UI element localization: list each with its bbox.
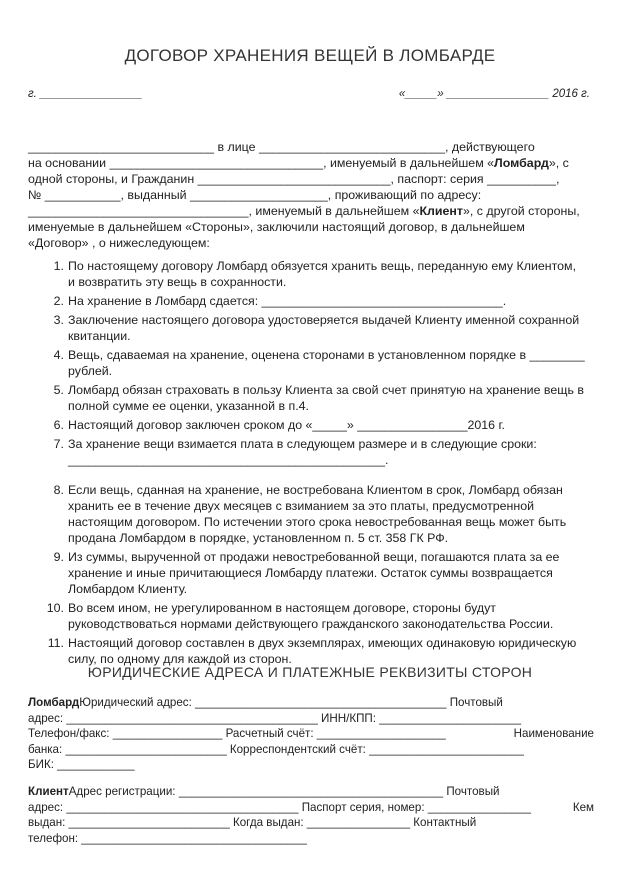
clause-number: 8. — [53, 483, 64, 497]
clause-text: Если вещь, сданная на хранение, не востребована Клиентом в срок, Ломбард обязан хранить ее в течение двух месяцев с взиманием за это платы, предусмотренной настоящим договором. По истечении этого срока невостребованная вещь может быть продана Ломбардом в порядке, установленном п. 5 ст. 358 ГК РФ. — [68, 483, 567, 545]
requisites-row: выдан: _________________________ Когда выдан: ________________ Контактный — [28, 816, 477, 829]
clause-text: Заключение настоящего договора удостоверяется выдачей Клиенту именной сохранной квитанции. — [68, 313, 580, 343]
requisites-row: ЛомбардЮридический адрес: _______________________________________ Почтовый — [28, 696, 503, 709]
clause-number: 9. — [53, 550, 64, 564]
requisites-row: БИК: ____________ — [28, 758, 135, 771]
clause-number: 4. — [53, 348, 64, 362]
clause-item — [47, 635, 586, 667]
lombard-term: Ломбард — [494, 156, 549, 170]
clause-text: За хранение вещи взимается плата в следующем размере и в следующие сроки: ______________________________________________. — [68, 437, 537, 467]
clause-item — [53, 549, 586, 597]
intro-line: ________________________________, именуемый в дальнейшем «Клиент», с другой стороны, — [28, 204, 580, 218]
intro-line: одной стороны, и Гражданин ____________________________, паспорт: серия __________, — [28, 172, 560, 186]
clause-item — [53, 482, 586, 546]
clause-number: 3. — [53, 313, 64, 327]
clause-text: Из суммы, вырученной от продажи невостребованной вещи, погашаются плата за ее хранение и иные причитающиеся Ломбарду платежи. Остаток суммы возвращается Ломбардом Клиенту. — [68, 550, 560, 596]
clause-text: Ломбард обязан страховать в пользу Клиента за свой счет принятую на хранение вещь в полной сумме ее оценки, указанной в п.4. — [68, 383, 584, 413]
clauses-list — [28, 258, 586, 670]
clause-text: Настоящий договор заключен сроком до «_____» ________________2016 г. — [68, 418, 505, 432]
requisites-heading: ЮРИДИЧЕСКИЕ АДРЕСА И ПЛАТЕЖНЫЕ РЕКВИЗИТЫ СТОРОН — [87, 664, 533, 680]
requisites-row: Телефон/факс: _________________ Расчетный счёт: ____________________ Наименование — [28, 727, 594, 740]
clause-item — [53, 258, 586, 290]
clause-number: 1. — [53, 259, 64, 273]
clause-item — [53, 293, 586, 309]
parties-paragraph — [28, 139, 594, 251]
clause-number: 2. — [53, 294, 64, 308]
clause-number: 5. — [53, 383, 64, 397]
clause-text: Настоящий договор составлен в двух экземплярах, имеющих одинаковую юридическую силу, по одному для каждой из сторон. — [68, 636, 577, 666]
requisites-row: телефон: ___________________________________ — [28, 831, 307, 845]
clause-number: 7. — [53, 437, 64, 451]
intro-line: именуемые в дальнейшем «Стороны», заключили настоящий договор, в дальнейшем — [28, 220, 525, 234]
clause-number: 10. — [46, 601, 64, 615]
requisites-row: банка: _________________________ Корреспондентский счёт: ________________________ — [28, 742, 524, 756]
clause-item — [53, 312, 586, 344]
date-field: «_____» ________________ 2016 г. — [398, 88, 590, 100]
clause-number: 11. — [47, 636, 64, 650]
intro-line: «Договор» , о нижеследующем: — [28, 236, 210, 250]
intro-line: ___________________________ в лице ___________________________, действующего — [28, 140, 535, 154]
clause-item — [53, 417, 586, 433]
intro-line: на основании _______________________________, именуемый в дальнейшем «Ломбард», с — [28, 156, 569, 170]
client-label: Клиент — [28, 785, 69, 798]
document-title: ДОГОВОР ХРАНЕНИЯ ВЕЩЕЙ В ЛОМБАРДЕ — [124, 46, 496, 65]
dateline — [28, 86, 590, 102]
requisites-row: КлиентАдрес регистрации: _________________________________________ Почтовый — [28, 785, 500, 798]
clause-number: 6. — [53, 418, 64, 432]
clause-text: По настоящему договору Ломбард обязуется хранить вещь, переданную ему Клиентом, и возвратить эту вещь в сохранности. — [68, 259, 577, 289]
clause-text: Во всем ином, не урегулированном в настоящем договоре, стороны будут руководствоваться нормами действующего гражданского законодательства России. — [68, 601, 554, 631]
clause-item — [53, 347, 586, 379]
clause-item — [53, 382, 586, 414]
client-term: Клиент — [419, 204, 463, 218]
lombard-label: Ломбард — [28, 696, 80, 709]
lombard-requisites — [28, 695, 594, 773]
requisites-row: адрес: ____________________________________ Паспорт серия, номер: ________________ Кем — [28, 800, 594, 814]
requisites-row: адрес: _______________________________________ ИНН/КПП: ______________________ — [28, 711, 522, 725]
city-field: г. ________________ — [28, 88, 143, 100]
intro-line: № ___________, выданный ____________________, проживающий по адресу: — [28, 188, 482, 202]
clause-item — [53, 436, 586, 468]
clause-text: Вещь, сдаваемая на хранение, оценена сторонами в установленном порядке в ________ рублей. — [68, 348, 585, 378]
client-requisites — [28, 784, 594, 846]
clause-item — [46, 600, 586, 632]
clause-text: На хранение в Ломбард сдается: ___________________________________. — [68, 294, 507, 308]
